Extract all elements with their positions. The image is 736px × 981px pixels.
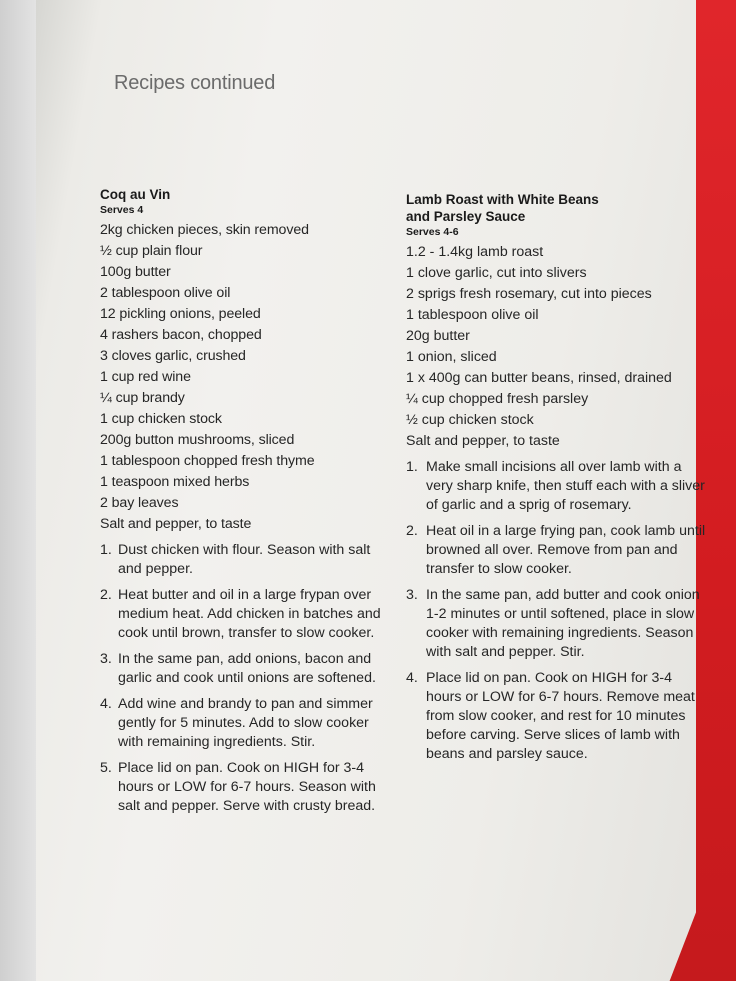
- recipe-lamb-roast: [406, 191, 706, 771]
- ingredient-item: 100g butter: [100, 264, 171, 280]
- method-step: [406, 458, 706, 515]
- ingredient-item: Salt and pepper, to taste: [406, 433, 560, 449]
- method-step: [100, 586, 390, 643]
- method-step: [406, 522, 706, 579]
- ingredient-item: 2 tablespoon olive oil: [100, 285, 231, 301]
- step-text: Make small incisions all over lamb with a very sharp knife, then stuff each with a sliver of garlic and a sprig of rosemary.: [426, 459, 705, 513]
- step-text: Heat oil in a large frying pan, cook lamb until browned all over. Remove from pan and transfer to slow cooker.: [426, 523, 706, 577]
- step-number: 4.: [406, 670, 418, 686]
- recipe-title: Lamb Roast with White Beans: [406, 192, 599, 207]
- ingredient-item: 2 bay leaves: [100, 495, 179, 511]
- step-number: 5.: [100, 760, 112, 776]
- step-number: 1.: [406, 459, 418, 475]
- ingredient-item: 3 cloves garlic, crushed: [100, 348, 246, 364]
- step-text: In the same pan, add onions, bacon and garlic and cook until onions are softened.: [118, 651, 376, 686]
- step-text: In the same pan, add butter and cook onion 1-2 minutes or until softened, place in slow cooker with remaining ingredients. Season with salt and pepper. Stir.: [426, 587, 700, 660]
- ingredients-list: [100, 220, 390, 535]
- method-step: [100, 541, 390, 579]
- ingredient-item: 1 tablespoon chopped fresh thyme: [100, 453, 315, 469]
- recipe-serves: Serves 4: [100, 204, 144, 216]
- ingredient-item: 1 x 400g can butter beans, rinsed, drained: [406, 370, 672, 386]
- ingredient-item: ¼ cup chopped fresh parsley: [406, 391, 589, 407]
- ingredient-item: 1 tablespoon olive oil: [406, 307, 539, 323]
- page-header: Recipes continued: [114, 72, 276, 94]
- ingredient-item: 1 teaspoon mixed herbs: [100, 474, 250, 490]
- step-number: 4.: [100, 696, 112, 712]
- recipe-title: Coq au Vin: [100, 187, 171, 202]
- ingredient-item: 1 onion, sliced: [406, 349, 497, 365]
- step-text: Dust chicken with flour. Season with salt and pepper.: [118, 542, 371, 577]
- step-number: 2.: [100, 587, 112, 603]
- ingredient-item: 1 clove garlic, cut into slivers: [406, 265, 587, 281]
- ingredient-item: 200g button mushrooms, sliced: [100, 432, 295, 448]
- step-number: 1.: [100, 542, 112, 558]
- step-text: Heat butter and oil in a large frypan over medium heat. Add chicken in batches and cook until brown, transfer to slow cooker.: [118, 587, 381, 641]
- step-number: 3.: [406, 587, 418, 603]
- ingredient-item: 1 cup chicken stock: [100, 411, 222, 427]
- ingredient-item: 2 sprigs fresh rosemary, cut into pieces: [406, 286, 652, 302]
- method-step: [100, 695, 390, 752]
- recipe-coq-au-vin: [100, 186, 390, 823]
- method-step: [406, 586, 706, 662]
- step-text: Place lid on pan. Cook on HIGH for 3-4 hours or LOW for 6-7 hours. Remove meat from slow cooker, and rest for 10 minutes before carving. Serve slices of lamb with beans and parsley sauce.: [426, 670, 695, 762]
- step-number: 2.: [406, 523, 418, 539]
- ingredient-item: ¼ cup brandy: [100, 390, 185, 406]
- method-step: [406, 669, 706, 764]
- step-text: Place lid on pan. Cook on HIGH for 3-4 hours or LOW for 6-7 hours. Season with salt and pepper. Serve with crusty bread.: [118, 760, 376, 814]
- ingredients-list: [406, 242, 706, 452]
- step-number: 3.: [100, 651, 112, 667]
- ingredient-item: ½ cup plain flour: [100, 243, 203, 259]
- recipe-serves: Serves 4-6: [406, 226, 459, 238]
- ingredient-item: 20g butter: [406, 328, 470, 344]
- method-step: [100, 759, 390, 816]
- method-steps: [406, 458, 706, 764]
- step-text: Add wine and brandy to pan and simmer gently for 5 minutes. Add to slow cooker with remaining ingredients. Stir.: [118, 696, 373, 750]
- ingredient-item: Salt and pepper, to taste: [100, 516, 252, 532]
- ingredient-item: 2kg chicken pieces, skin removed: [100, 222, 309, 238]
- ingredient-item: ½ cup chicken stock: [406, 412, 534, 428]
- method-steps: [100, 541, 390, 816]
- recipe-title-continued: and Parsley Sauce: [406, 209, 526, 224]
- method-step: [100, 650, 390, 688]
- ingredient-item: 1.2 - 1.4kg lamb roast: [406, 244, 544, 260]
- ingredient-item: 4 rashers bacon, chopped: [100, 327, 262, 343]
- ingredient-item: 12 pickling onions, peeled: [100, 306, 261, 322]
- ingredient-item: 1 cup red wine: [100, 369, 191, 385]
